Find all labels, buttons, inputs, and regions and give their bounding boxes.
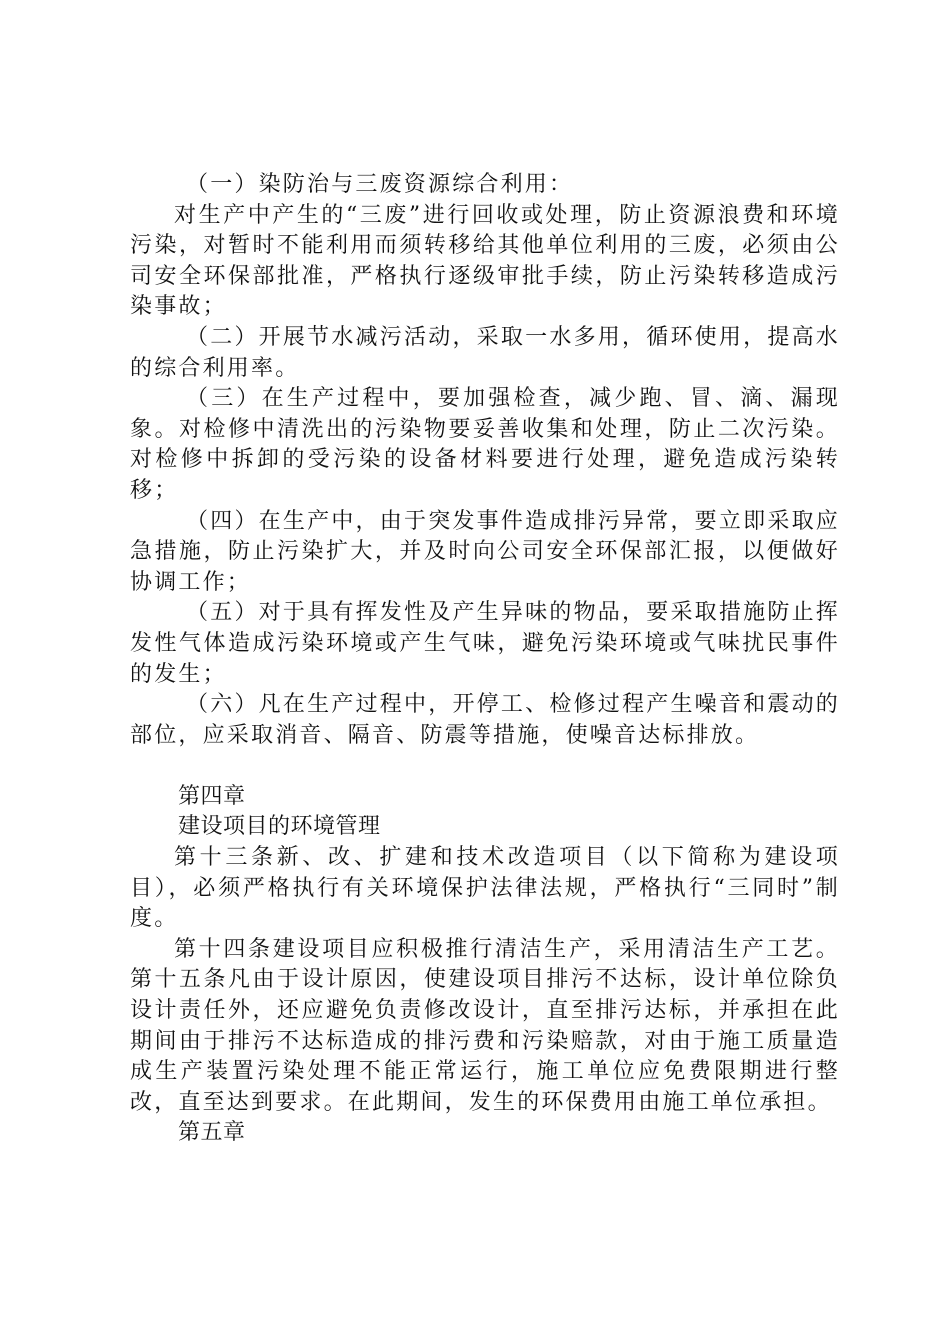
article-14-15: 第十四条建设项目应积极推行清洁生产，采用清洁生产工艺。第十五条凡由于设计原因，使建设项目排污不达标，设计单位除负设计责任外，还应避免负责修改设计，直至排污达标，并承担在此期间由于排污不达标造成的排污费和污染赔款，对由于施工质量造成生产装置污染处理不能正常运行，施工单位应免费限期进行整改，直至达到要求。在此期间，发生的环保费用由施工单位承担。 [130,936,840,1115]
chapter-4-heading: 第四章 [178,783,246,809]
chapter-4-title: 建设项目的环境管理 [178,814,381,840]
article-13: 第十三条新、改、扩建和技术改造项目（以下简称为建设项目），必须严格执行有关环境保护法律法规，严格执行“三同时”制度。 [130,845,840,932]
paragraph-three-wastes: 对生产中产生的“三废”进行回收或处理，防止资源浪费和环境污染，对暂时不能利用而须转移给其他单位利用的三废，必须由公司安全环保部批准，严格执行逐级审批手续，防止污染转移造成污染事故； [130,202,840,320]
paragraph-item-6: （六）凡在生产过程中，开停工、检修过程产生噪音和震动的部位，应采取消音、隔音、防震等措施，使噪音达标排放。 [130,692,840,748]
document-body [130,170,840,1149]
paragraph-item-2: （二）开展节水减污活动，采取一水多用，循环使用，提高水的综合利用率。 [130,324,840,381]
chapter-5-heading: 第五章 [178,1120,246,1146]
paragraph-item-4: （四）在生产中，由于突发事件造成排污异常，要立即采取应急措施，防止污染扩大，并及时向公司安全环保部汇报，以便做好协调工作； [130,508,840,595]
paragraph-item-1: （一）染防治与三废资源综合利用： [186,172,574,197]
paragraph-item-5: （五）对于具有挥发性及产生异味的物品，要采取措施防止挥发性气体造成污染环境或产生气味，避免污染环境或气味扰民事件的发生； [130,600,840,687]
paragraph-item-3: （三）在生产过程中，要加强检查，减少跑、冒、滴、漏现象。对检修中清洗出的污染物要妥善收集和处理，防止二次污染。对检修中拆卸的受污染的设备材料要进行处理，避免造成污染转移； [130,386,840,503]
